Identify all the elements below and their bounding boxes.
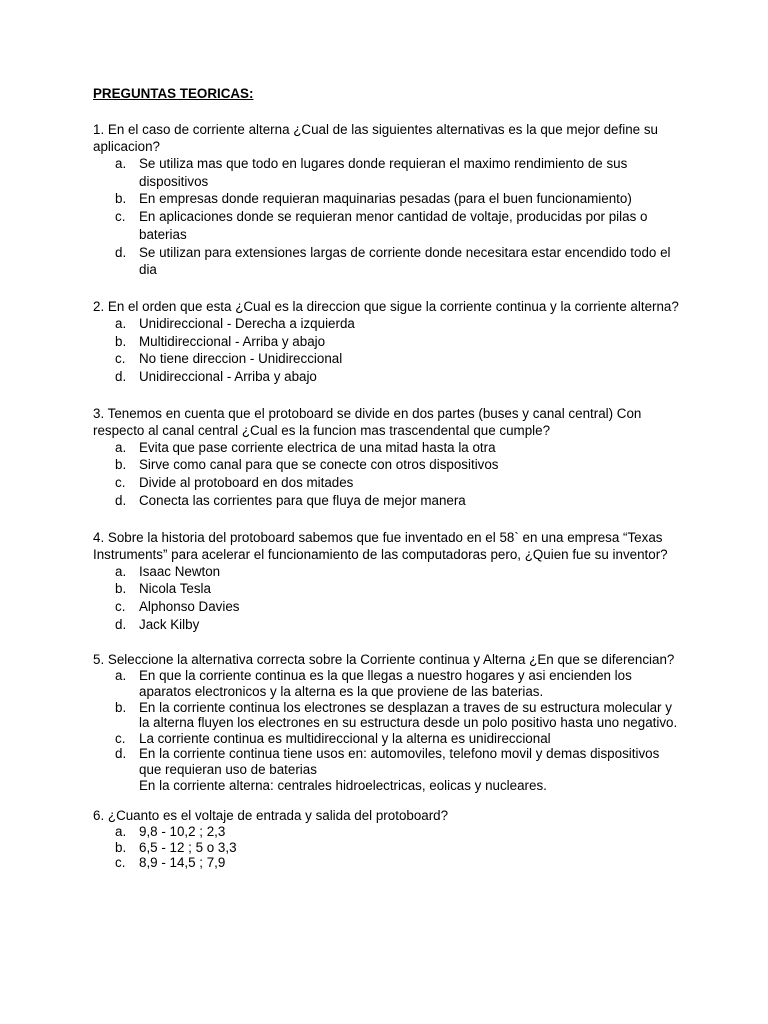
option-letter: b. bbox=[115, 581, 127, 597]
question-2 bbox=[93, 298, 683, 386]
option-letter: c. bbox=[115, 475, 126, 491]
option-b bbox=[93, 700, 683, 731]
option-a bbox=[93, 563, 683, 581]
option-text: La corriente continua es multidireccional y la alterna es unidireccional bbox=[139, 730, 551, 746]
option-letter: d. bbox=[115, 616, 127, 632]
question-text: 3. Tenemos en cuenta que el protoboard se divide en dos partes (buses y canal central) Con respecto al canal central ¿Cual es la funcion mas trascendental que cumple? bbox=[93, 405, 642, 438]
option-text: Multidireccional - Arriba y abajo bbox=[139, 333, 326, 349]
option-letter: b. bbox=[115, 699, 127, 715]
option-text: Sirve como canal para que se conecte con otros dispositivos bbox=[139, 457, 499, 473]
option-a bbox=[93, 315, 683, 333]
option-b bbox=[93, 840, 683, 856]
option-text: En empresas donde requieran maquinarias pesadas (para el buen funcionamiento) bbox=[139, 191, 632, 207]
option-text: Divide al protoboard en dos mitades bbox=[139, 475, 354, 491]
option-text: Alphonso Davies bbox=[139, 598, 240, 614]
option-letter: c. bbox=[115, 209, 126, 225]
option-d bbox=[93, 616, 683, 634]
options-list bbox=[93, 668, 683, 793]
options-list bbox=[93, 824, 683, 871]
option-c bbox=[93, 731, 683, 747]
option-text: Nicola Tesla bbox=[139, 581, 211, 597]
option-text: En aplicaciones donde se requieran menor cantidad de voltaje, producidas por pilas o baterias bbox=[139, 209, 648, 242]
option-letter: c. bbox=[115, 855, 126, 871]
option-letter: a. bbox=[115, 439, 127, 455]
option-extra-text: En la corriente alterna: centrales hidroelectricas, eolicas y nucleares. bbox=[139, 777, 547, 793]
option-c bbox=[93, 350, 683, 368]
question-1 bbox=[93, 121, 683, 279]
option-b bbox=[93, 333, 683, 351]
option-letter: a. bbox=[115, 315, 127, 331]
option-a bbox=[93, 668, 683, 699]
option-c bbox=[93, 474, 683, 492]
option-d bbox=[93, 746, 683, 793]
option-letter: c. bbox=[115, 730, 126, 746]
option-letter: b. bbox=[115, 191, 127, 207]
option-a bbox=[93, 155, 683, 190]
option-c bbox=[93, 208, 683, 243]
question-6 bbox=[93, 808, 683, 871]
option-letter: c. bbox=[115, 351, 126, 367]
option-letter: a. bbox=[115, 824, 127, 840]
option-d bbox=[93, 244, 683, 279]
option-b bbox=[93, 580, 683, 598]
option-letter: b. bbox=[115, 457, 127, 473]
option-text: Unidireccional - Derecha a izquierda bbox=[139, 315, 355, 331]
options-list bbox=[93, 155, 683, 279]
option-c bbox=[93, 855, 683, 871]
option-text: Conecta las corrientes para que fluya de mejor manera bbox=[139, 492, 466, 508]
option-letter: a. bbox=[115, 668, 127, 684]
question-4 bbox=[93, 529, 683, 634]
option-letter: d. bbox=[115, 492, 127, 508]
option-b bbox=[93, 190, 683, 208]
option-c bbox=[93, 598, 683, 616]
option-a bbox=[93, 439, 683, 457]
option-text: 8,9 - 14,5 ; 7,9 bbox=[139, 855, 226, 871]
option-letter: b. bbox=[115, 839, 127, 855]
question-text: 1. En el caso de corriente alterna ¿Cual de las siguientes alternativas es la que mejor define su aplicacion? bbox=[93, 122, 658, 154]
option-text: En la corriente continua los electrones se desplazan a traves de su estructura molecular y la alterna fluyen los electrones en su estructura desde un polo positivo hasta uno negativo. bbox=[139, 699, 678, 731]
option-letter: c. bbox=[115, 598, 126, 614]
option-text: Se utiliza mas que todo en lugares donde requieran el maximo rendimiento de sus dispositivos bbox=[139, 156, 628, 189]
options-list bbox=[93, 439, 683, 510]
question-5 bbox=[93, 652, 683, 793]
option-text: 6,5 - 12 ; 5 o 3,3 bbox=[139, 839, 237, 855]
option-text: En que la corriente continua es la que llegas a nuestro hogares y asi encienden los aparatos electronicos y la alterna es la que proviene de las baterias. bbox=[139, 668, 632, 699]
question-text: 4. Sobre la historia del protoboard sabemos que fue inventado en el 58` en una empresa “Texas Instruments” para acelerar el funcionamiento de las computadoras pero, ¿Quien fue su inventor? bbox=[93, 529, 668, 562]
option-text: Unidireccional - Arriba y abajo bbox=[139, 369, 317, 385]
option-text: Isaac Newton bbox=[139, 563, 221, 579]
option-letter: a. bbox=[115, 563, 127, 579]
question-3 bbox=[93, 405, 683, 510]
option-a bbox=[93, 824, 683, 840]
option-text: Se utilizan para extensiones largas de corriente donde necesitara estar encendido todo el dia bbox=[139, 244, 671, 278]
option-letter: d. bbox=[115, 244, 127, 260]
options-list bbox=[93, 315, 683, 386]
option-d bbox=[93, 368, 683, 386]
option-letter: d. bbox=[115, 746, 127, 762]
option-letter: a. bbox=[115, 156, 127, 171]
question-text: 2. En el orden que esta ¿Cual es la direccion que sigue la corriente continua y la corriente alterna? bbox=[93, 298, 679, 314]
document-page bbox=[93, 85, 683, 871]
option-letter: d. bbox=[115, 369, 127, 385]
document-heading: PREGUNTAS TEORICAS: bbox=[93, 86, 254, 101]
option-text: 9,8 - 10,2 ; 2,3 bbox=[139, 824, 226, 840]
option-text: No tiene direccion - Unidireccional bbox=[139, 351, 343, 367]
option-text: Jack Kilby bbox=[139, 616, 200, 632]
options-list bbox=[93, 563, 683, 634]
option-text: En la corriente continua tiene usos en: automoviles, telefono movil y demas dispositivos que requieran uso de baterias bbox=[139, 746, 660, 777]
question-text: 6. ¿Cuanto es el voltaje de entrada y salida del protoboard? bbox=[93, 808, 449, 824]
option-text: Evita que pase corriente electrica de una mitad hasta la otra bbox=[139, 439, 496, 455]
option-b bbox=[93, 456, 683, 474]
question-text: 5. Seleccione la alternativa correcta sobre la Corriente continua y Alterna ¿En que se diferencian? bbox=[93, 652, 675, 668]
option-letter: b. bbox=[115, 333, 127, 349]
option-d bbox=[93, 492, 683, 510]
